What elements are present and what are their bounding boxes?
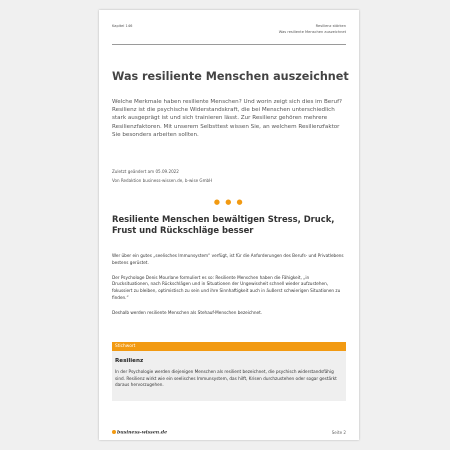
author-line: Von Redaktion business-wissen.de, b-wise GmbH	[112, 178, 213, 183]
logo-text: business-wissen.de	[117, 430, 168, 436]
site-logo	[112, 430, 167, 436]
article-meta	[112, 167, 212, 185]
keyword-term: Resilienz	[115, 358, 144, 364]
page-number: Seite 2	[331, 430, 346, 435]
intro-paragraph: Welche Merkmale haben resiliente Menschen? Und worin zeigt sich dies im Beruf? Resilienz ist die psychische Widerstandskraft, die bei Menschen unterschiedlich stark ausgeprägt ist und sich trainieren lässt. Zur Resilienz gehören mehrere Resilienzfaktoren. Mit unserem Selbsttest wissen Sie, an welchem Resilienzfaktor Sie besonders arbeiten sollten.	[112, 99, 343, 138]
last-updated: Zuletzt geändert am 05.09.2022	[112, 169, 179, 174]
keyword-definition: In der Psychologie werden diejenigen Menschen als resilient bezeichnet, die psychisch widerstandsfähig sind. Resilienz wirkt wie ein seelisches Immunsystem, das hilft, Krisen durchzustehen oder sogar gestärkt daraus hervorzugehen.	[115, 369, 337, 388]
section-heading: Resiliente Menschen bewältigen Stress, Druck, Frust und Rückschläge besser	[112, 214, 335, 235]
chapter-label: Kapitel 146	[112, 24, 133, 28]
section-label: Resilienz stärken	[315, 24, 346, 28]
dots-divider: ● ● ●	[213, 198, 245, 206]
logo-dot-icon	[112, 430, 116, 434]
body-paragraph: Der Psychologe Denis Mourlane formuliert es so: Resiliente Menschen haben die Fähigkeit, „in Drucksituationen, nach Rückschlägen und in Situationen der Ungewissheit schnell wieder aufzustehen, fokussiert zu bleiben, optimistisch zu sein und ihre Sinnhaftigkeit auch in äußerst schwierigen Situationen zu finden.“	[112, 274, 341, 300]
body-paragraph: Deshalb werden resiliente Menschen als Stehauf-Menschen bezeichnet.	[112, 309, 263, 315]
page-title: Was resiliente Menschen auszeichnet	[112, 70, 349, 83]
keyword-box-label: Stichwort	[112, 342, 346, 351]
body-text	[112, 253, 346, 325]
keyword-box	[112, 342, 346, 401]
page-content	[112, 22, 349, 436]
document-page	[99, 10, 359, 440]
running-header	[112, 22, 346, 45]
body-paragraph: Wer über ein gutes „seelisches Immunsystem“ verfügt, ist für die Anforderungen des Berufs- und Privatlebens bestens gerüstet.	[112, 253, 344, 265]
subsection-label: Was resiliente Menschen auszeichnet	[278, 30, 346, 34]
